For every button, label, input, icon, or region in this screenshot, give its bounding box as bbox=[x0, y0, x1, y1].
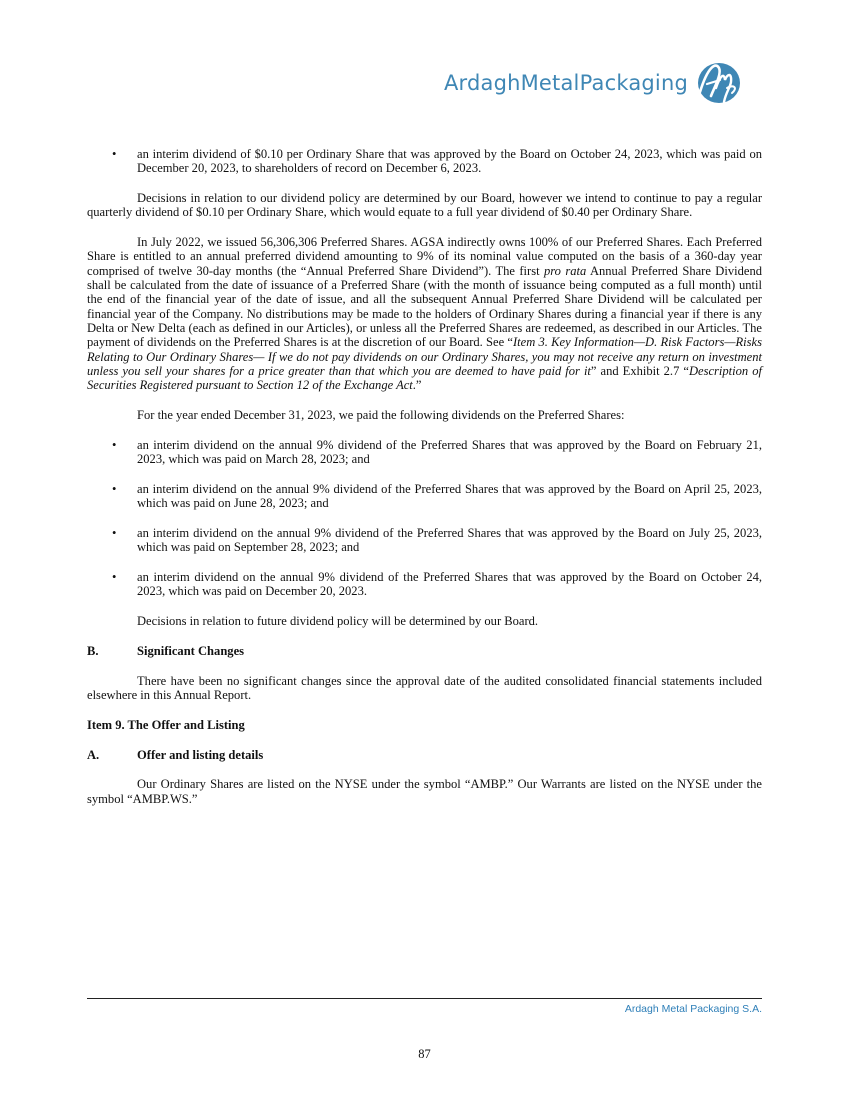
bullet-text: an interim dividend of $0.10 per Ordinary Share that was approved by the Board on October 24, 2023, which was paid on December 20, 2023, to shareholders of record on December 6, 2023. bbox=[137, 147, 762, 176]
footer-company-name: Ardagh Metal Packaging S.A. bbox=[624, 1003, 762, 1015]
para-text: In July 2022, we issued 56,306,306 Preferred Shares. AGSA indirectly owns 100% of our Preferred Shares. Each Preferred Share is entitled to an annual preferred dividend amounting to 9% of its nominal value computed on the basis of a 360-day year comprised of twelve 30-day months (the “Annual Preferred Share Dividend”). The first bbox=[87, 235, 762, 278]
section-title: Offer and listing details bbox=[137, 747, 264, 762]
preferred-dividends-intro: For the year ended December 31, 2023, we paid the following dividends on the Preferred Shares: bbox=[137, 407, 625, 422]
bullet-icon: • bbox=[112, 570, 117, 585]
para-text: .” bbox=[412, 378, 422, 393]
preferred-dividend-bullet bbox=[87, 438, 762, 467]
bullet-icon: • bbox=[112, 481, 117, 496]
future-policy-paragraph: Decisions in relation to future dividend policy will be determined by our Board. bbox=[137, 614, 539, 629]
item-9-heading: Item 9. The Offer and Listing bbox=[87, 717, 245, 732]
preferred-dividend-bullet bbox=[87, 570, 762, 599]
amp-logo-icon bbox=[694, 58, 744, 106]
ordinary-dividend-bullet bbox=[87, 147, 762, 176]
bullet-text: an interim dividend on the annual 9% dividend of the Preferred Shares that was approved by the Board on April 25, 2023, which was paid on June 28, 2023; and bbox=[137, 481, 762, 511]
footer-divider bbox=[87, 998, 762, 999]
preferred-dividend-bullet bbox=[87, 526, 762, 555]
exhibit-reference: Description of Securities Registered pursuant to Section 12 of the Exchange Act bbox=[87, 363, 762, 393]
listing-paragraph: Our Ordinary Shares are listed on the NYSE under the symbol “AMBP.” Our Warrants are listed on the NYSE under the symbol “AMBP.WS.” bbox=[87, 777, 762, 806]
page-number: 87 bbox=[418, 1047, 431, 1061]
bullet-text: an interim dividend on the annual 9% dividend of the Preferred Shares that was approved by the Board on October 24, 2023, which was paid on December 20, 2023. bbox=[137, 570, 762, 599]
bullet-icon: • bbox=[112, 437, 117, 452]
bullet-icon: • bbox=[112, 525, 117, 540]
bullet-text: an interim dividend on the annual 9% dividend of the Preferred Shares that was approved by the Board on February 21, 2023, which was paid on March 28, 2023; and bbox=[137, 437, 762, 467]
section-title: Significant Changes bbox=[137, 643, 245, 658]
bullet-text: an interim dividend on the annual 9% dividend of the Preferred Shares that was approved by the Board on July 25, 2023, which was paid on September 28, 2023; and bbox=[137, 525, 762, 555]
logo-word-metal: Metal bbox=[520, 71, 580, 95]
section-letter: B. bbox=[87, 643, 99, 658]
risk-factor-reference: Item 3. Key Information—D. Risk Factors—Risks Relating to Our Ordinary Shares— If we do not pay dividends on our Ordinary Shares, you may not receive any return on investment unless you sell your shares for a price greater than that which you are deemed to have paid for it bbox=[87, 335, 762, 378]
preferred-shares-paragraph bbox=[87, 235, 762, 392]
logo-word-ardagh: Ardagh bbox=[443, 71, 521, 95]
logo-wordmark bbox=[444, 71, 688, 95]
bullet-icon: • bbox=[112, 147, 117, 161]
section-heading-significant-changes bbox=[87, 644, 762, 658]
preferred-dividend-bullet bbox=[87, 482, 762, 511]
dividend-policy-paragraph: Decisions in relation to our dividend policy are determined by our Board, however we intend to continue to pay a regular quarterly dividend of $0.10 per Ordinary Share, which would equate to a full year dividend of $0.40 per Ordinary Share. bbox=[87, 191, 762, 220]
header-logo bbox=[444, 58, 744, 106]
section-heading-offer-listing bbox=[87, 748, 762, 762]
para-text: Annual Preferred Share Dividend shall be calculated from the date of issuance of a Preferred Share (with the month of issuance being computed as a full month) until the end of the financial year of the date of issue, and all the subsequent Annual Preferred Share Dividend will be calculated per financial year of the Company. No distributions may be made to the holders of Ordinary Shares during a financial year if there is any Delta or New Delta (each as defined in our Articles), or unless all the Preferred Shares are redeemed, as described in our Articles. The payment of dividends on the Preferred Shares is at the discretion of our Board. See “ bbox=[87, 263, 762, 350]
document-body bbox=[87, 147, 762, 806]
significant-changes-paragraph: There have been no significant changes since the approval date of the audited consolidated financial statements included elsewhere in this Annual Report. bbox=[87, 673, 762, 703]
logo-word-packaging: Packaging bbox=[579, 71, 688, 95]
section-letter: A. bbox=[87, 747, 100, 762]
para-italic-text: pro rata bbox=[543, 263, 587, 278]
para-text: ” and Exhibit 2.7 “ bbox=[590, 363, 689, 378]
